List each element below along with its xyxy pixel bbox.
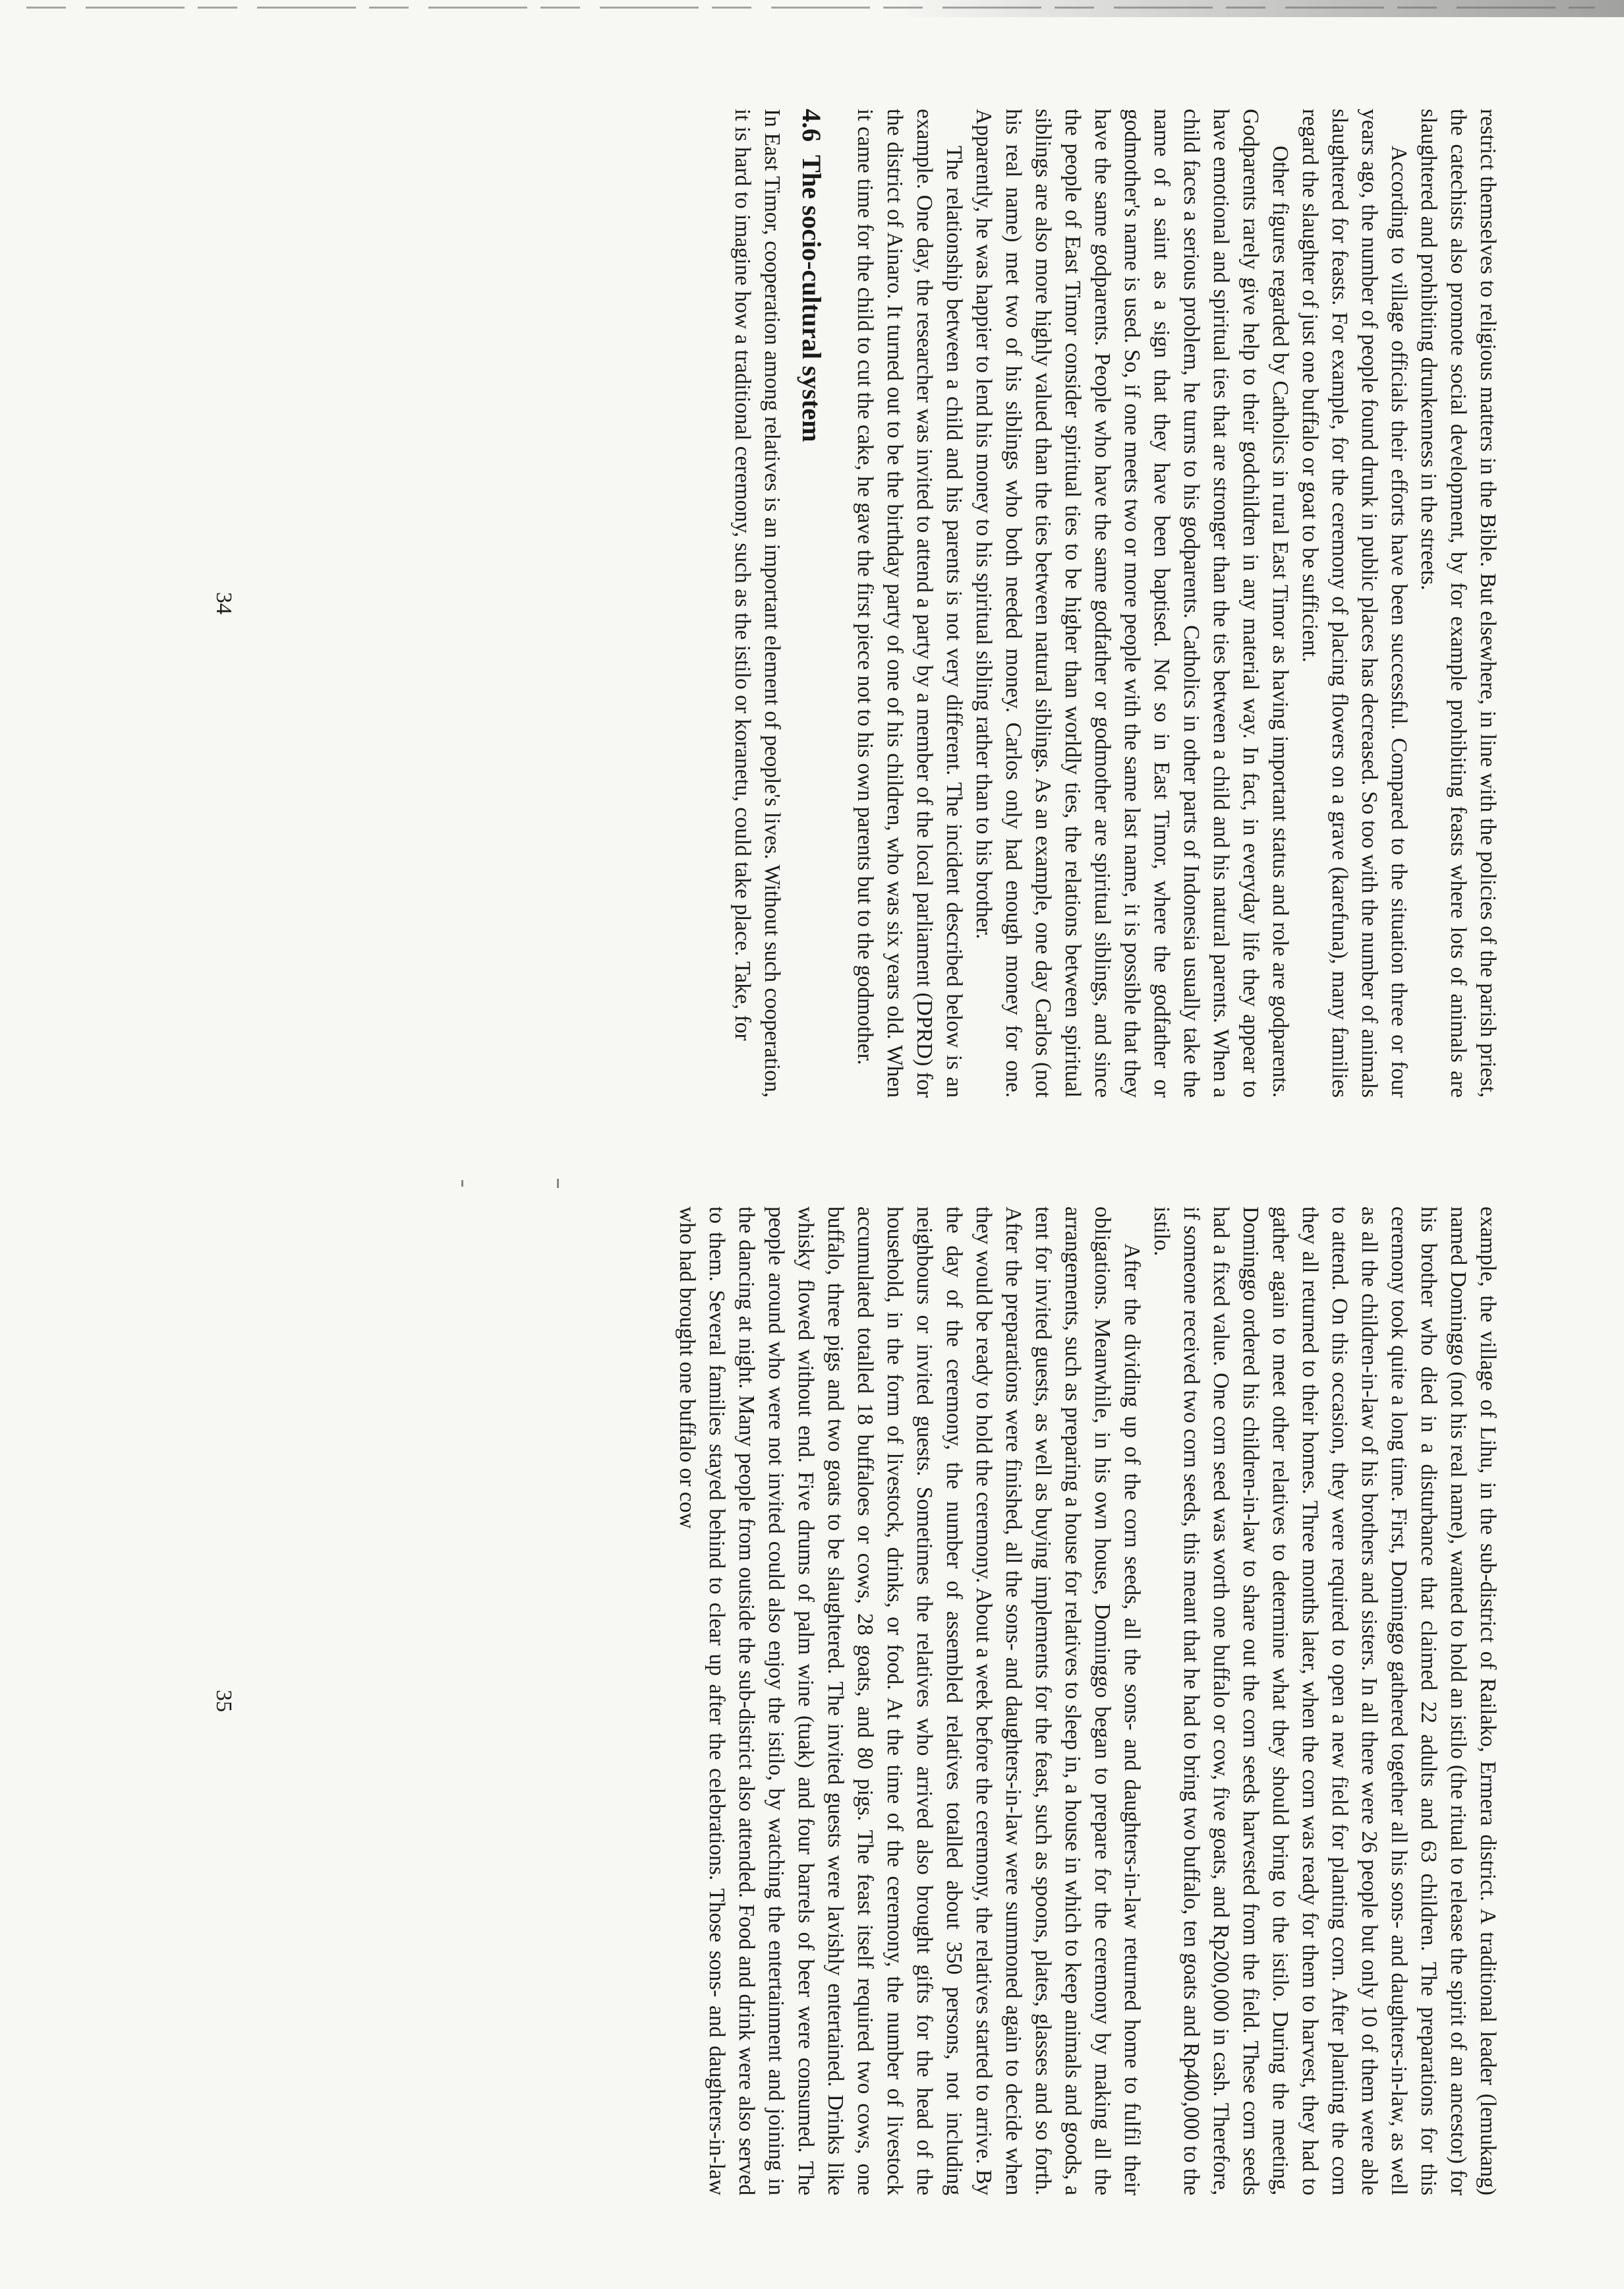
book-page-35 (211, 1206, 1503, 2195)
paragraph: The relationship between a child and his parents is not very different. The incident described below is an example. One day, the researcher was invited to attend a party by a member of the local parliament (DPRD) for the district of Ainaro. It turned out to be the birthday party of one of his children, who was six years old. When it came time for the child to cut the cake, he gave the first piece not to his own parents but to the godmother. (853, 109, 966, 1098)
page-34-text (728, 109, 1503, 1098)
paragraph: example, the village of Lihu, in the sub-district of Railako, Ermera district. A traditional leader (lemukang) named Dominggo (not his real name), wanted to hold an istilo (the ritual to release the spirit of an ancestor) for his brother who died in a disturbance that claimed 22 adults and 63 children. The preparations for this ceremony took quite a long time. First, Dominggo gathered together all his sons- and daughters-in-law, as well as all the children-in-law of his brothers and sisters. In all there were 26 people but only 10 of them were able to attend. On this occasion, they were required to open a new field for planting corn. After planting the corn they all returned to their homes. Three months later, when the corn was ready for them to harvest, they had to gather again to meet other relatives to determine what they should bring to the istilo. During the meeting, Dominggo ordered his children-in-law to share out the corn seeds harvested from the field. These corn seeds had a fixed value. One corn seed was worth one buffalo or cow, five goats, and Rp200,000 in cash. Therefore, if someone received two corn seeds, this meant that he had to bring two buffalo, ten goats and Rp400,000 to the istilo. (1149, 1206, 1500, 2195)
book-page-34 (211, 109, 1503, 1098)
paragraph: In East Timor, cooperation among relatives is an important element of people's lives. Without such cooperation, it is hard to imagine how a traditional ceremony, such as the istilo or koranetu, could take place. Take, for (730, 109, 784, 1098)
page-35-text (672, 1206, 1503, 2195)
section-number: 4.6 (797, 109, 826, 142)
paragraph: Other figures regarded by Catholics in rural East Timor as having important status and role are godparents. Godparents rarely give help to their godchildren in any material way. In fact, in everyday life they appear to have emotional and spiritual ties that are stronger than the ties between a child and his natural parents. When a child faces a serious problem, he turns to his godparents. Catholics in other parts of Indonesia usually take the name of a saint as a sign that they have been baptised. Not so in East Timor, where the godfather or godmother's name is used. So, if one meets two or more people with the same last name, it is possible that they have the same godparents. People who have the same godfather or godmother are spiritual siblings, and since the people of East Timor consider spiritual ties to be higher than worldly ties, the relations between spiritual siblings are also more highly valued than the ties between natural siblings. As an example, one day Carlos (not his real name) met two of his siblings who both needed money. Carlos only had enough money for one. Apparently, he was happier to lend his money to his spiritual sibling rather than to his brother. (972, 109, 1292, 1098)
page-number: 35 (212, 1690, 236, 1712)
paragraph: After the dividing up of the corn seeds, all the sons- and daughters-in-law returned home to fulfil their obligations. Meanwhile, in his own house, Dominggo began to prepare for the ceremony by making all the arrangements, such as preparing a house for relatives to sleep in, a house in which to keep animals and goods, a tent for invited guests, as well as buying implements for the feast, such as spoons, plates, glasses and so forth. After the preparations were finished, all the sons- and daughters-in-law were summoned again to decide when they would be ready to hold the ceremony. About a week before the ceremony, the relatives started to arrive. By the day of the ceremony, the number of assembled relatives totalled about 350 persons, not including neighbours or invited guests. Sometimes the relatives who arrived also brought gifts for the head of the household, in the form of livestock, drinks, or food. At the time of the ceremony, the number of livestock accumulated totalled 18 buffaloes or cows, 28 goats, and 80 pigs. The feast itself required two cows, one buffalo, three pigs and two goats to be slaughtered. The invited guests were lavishly entertained. Drinks like whisky flowed without end. Five drums of palm wine (tuak) and four barrels of beer were consumed. The people around who were not invited could also enjoy the istilo, by watching the entertainment and joining in the dancing at night. Many people from outside the sub-district also attended. Food and drink were also served to them. Several families stayed behind to clear up after the celebrations. Those sons- and daughters-in-law who had brought one buffalo or cow (675, 1206, 1144, 2195)
section-heading (795, 109, 828, 1098)
page-number: 34 (212, 592, 236, 614)
scan-edge-artifact (0, 0, 1624, 17)
gutter-mark (461, 1180, 463, 1187)
paragraph: According to village officials their efforts have been successful. Compared to the situation three or four years ago, the number of people found drunk in public places has decreased. So too with the number of animals slaughtered for feasts. For example, for the ceremony of placing flowers on a grave (karefuna), many families regard the slaughter of just one buffalo or goat to be sufficient. (1298, 109, 1411, 1098)
gutter-mark (557, 1179, 559, 1188)
scan-edge-line (26, 7, 1595, 9)
paragraph: restrict themselves to religious matters in the Bible. But elsewhere, in line with the policies of the parish priest, the catechists also promote social development, by for example prohibiting feasts where lots of animals are slaughtered and prohibiting drunkenness in the streets. (1416, 109, 1500, 1098)
section-title: The socio-cultural system (797, 155, 826, 442)
